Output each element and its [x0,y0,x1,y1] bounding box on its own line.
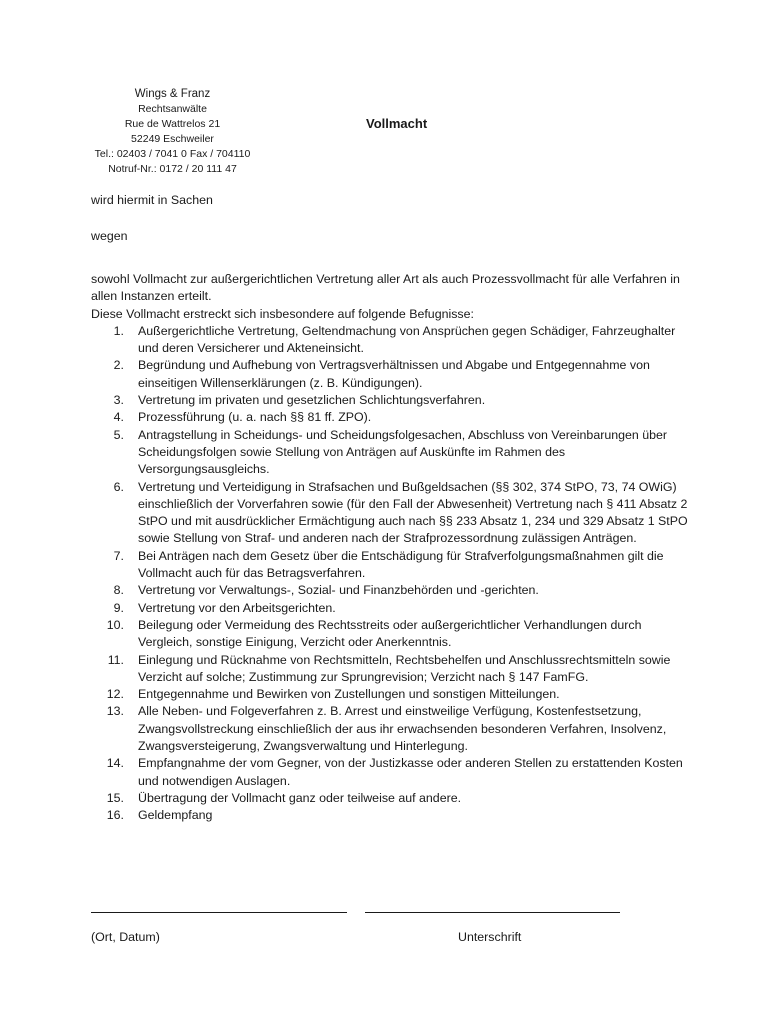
power-item-text: Vertretung und Verteidigung in Strafsachen und Bußgeldsachen (§§ 302, 374 StPO, 73, 74 OWiG) einschließlich der Vorverfahren sowie (für den Fall der Abwesenheit) Vertretung nach § 411 Absatz 2 StPO und mit ausdrücklicher Ermächtigung auch nach §§ 233 Absatz 1, 234 und 329 Absatz 1 StPO sowie Stellung von Straf- und anderen nach der Strafprozessordnung zulässigen Anträgen. [138,479,688,546]
intro-line: wird hiermit in Sachen [91,193,213,207]
letterhead [80,87,265,177]
document-title: Vollmacht [366,116,428,131]
power-item [91,755,691,790]
power-item [91,392,691,409]
firm-street: Rue de Wattrelos 21 [124,118,221,130]
power-item-text: Entgegennahme und Bewirken von Zustellungen und sonstigen Mitteilungen. [138,687,560,702]
power-item-number: 2. [113,358,124,373]
power-item-text: Alle Neben- und Folgeverfahren z. B. Arrest und einstweilige Verfügung, Kostenfestsetzung, Zwangsvollstreckung einschließlich der aus ihr erwachsenden besonderen Verfahren, Insolvenz, Zwangsversteigerung, Zwangsverwaltung und Hinterlegung. [138,704,667,754]
place-date-label: (Ort, Datum) [91,930,160,944]
power-item [91,807,691,824]
power-item-number: 3. [113,393,124,408]
signature-label: Unterschrift [458,930,522,944]
power-item-text: Bei Anträgen nach dem Gesetz über die Entschädigung für Strafverfolgungsmaßnahmen gilt die Vollmacht auch für das Betragsverfahren. [138,548,664,581]
power-item [91,323,691,358]
power-item-number: 16. [106,808,124,823]
power-item-text: Begründung und Aufhebung von Vertragsverhältnissen und Abgabe und Entgegennahme von einseitigen Willenserklärungen (z. B. Kündigungen). [138,358,650,390]
power-item-number: 15. [106,790,124,805]
power-item-text: Antragstellung in Scheidungs- und Scheidungsfolgesachen, Abschluss von Vereinbarungen über Scheidungsfolgen sowie Stellung von Anträgen auf Auskünfte im Rahmen des Versorgungsausgleichs. [138,427,668,477]
power-of-attorney-body [91,271,691,825]
power-item [91,617,691,652]
power-item-number: 11. [107,652,124,667]
power-item-number: 1. [113,323,124,338]
power-item-text: Übertragung der Vollmacht ganz oder teilweise auf andere. [138,790,462,805]
power-item-text: Beilegung oder Vermeidung des Rechtsstreits oder außergerichtlicher Verhandlungen durch Vergleich, sonstige Einigung, Verzicht oder Anerkenntnis. [138,617,642,650]
power-item [91,479,691,548]
power-item [91,600,691,617]
power-item [91,686,691,703]
power-item-text: Geldempfang [138,808,213,823]
firm-name: Wings & Franz [134,88,211,100]
power-item-number: 13. [106,704,124,719]
scope-paragraph: sowohl Vollmacht zur außergerichtlichen Vertretung aller Art als auch Prozessvollmacht für alle Verfahren in allen Instanzen erteilt. [91,272,680,304]
power-item-number: 10. [106,617,124,632]
power-item [91,357,691,392]
power-item-number: 12. [106,687,124,702]
power-item-number: 4. [113,410,124,425]
power-item-number: 7. [113,548,124,563]
power-item-text: Vertretung vor den Arbeitsgerichten. [138,600,336,615]
power-item [91,582,691,599]
firm-profession: Rechtsanwälte [138,103,207,115]
power-item-text: Prozessführung (u. a. nach §§ 81 ff. ZPO). [138,410,372,425]
power-item-number: 6. [113,479,124,494]
regarding-line: wegen [91,229,128,243]
power-item-text: Empfangnahme der vom Gegner, von der Justizkasse oder anderen Stellen zu erstattenden Kosten und notwendigen Auslagen. [138,756,683,788]
power-item-text: Vertretung vor Verwaltungs-, Sozial- und Finanzbehörden und -gerichten. [138,583,539,598]
power-item [91,652,691,687]
signature-line [365,912,620,913]
power-item [91,790,691,807]
power-item [91,427,691,479]
place-date-line [91,912,347,913]
powers-list [91,323,691,825]
power-item [91,409,691,426]
firm-emergency-number: Notruf-Nr.: 0172 / 20 111 47 [108,163,237,175]
power-item [91,548,691,583]
powers-intro: Diese Vollmacht erstreckt sich insbesondere auf folgende Befugnisse: [91,306,474,321]
power-item-number: 14. [106,756,124,771]
firm-city: 52249 Eschweiler [131,133,214,145]
power-item-number: 5. [113,427,124,442]
power-item-number: 8. [113,583,124,598]
firm-phone-fax: Tel.: 02403 / 7041 0 Fax / 704110 [94,148,251,160]
power-item-number: 9. [113,600,124,615]
power-item-text: Außergerichtliche Vertretung, Geltendmachung von Ansprüchen gegen Schädiger, Fahrzeughalter und deren Versicherer und Akteneinsicht. [138,323,676,356]
power-item [91,703,691,755]
power-item-text: Vertretung im privaten und gesetzlichen Schlichtungsverfahren. [138,393,486,408]
power-item-text: Einlegung und Rücknahme von Rechtsmitteln, Rechtsbehelfen und Anschlussrechtsmitteln sowie Verzicht auf solche; Zustimmung zur Sprungrevision; Verzicht nach § 147 FamFG. [138,652,671,684]
